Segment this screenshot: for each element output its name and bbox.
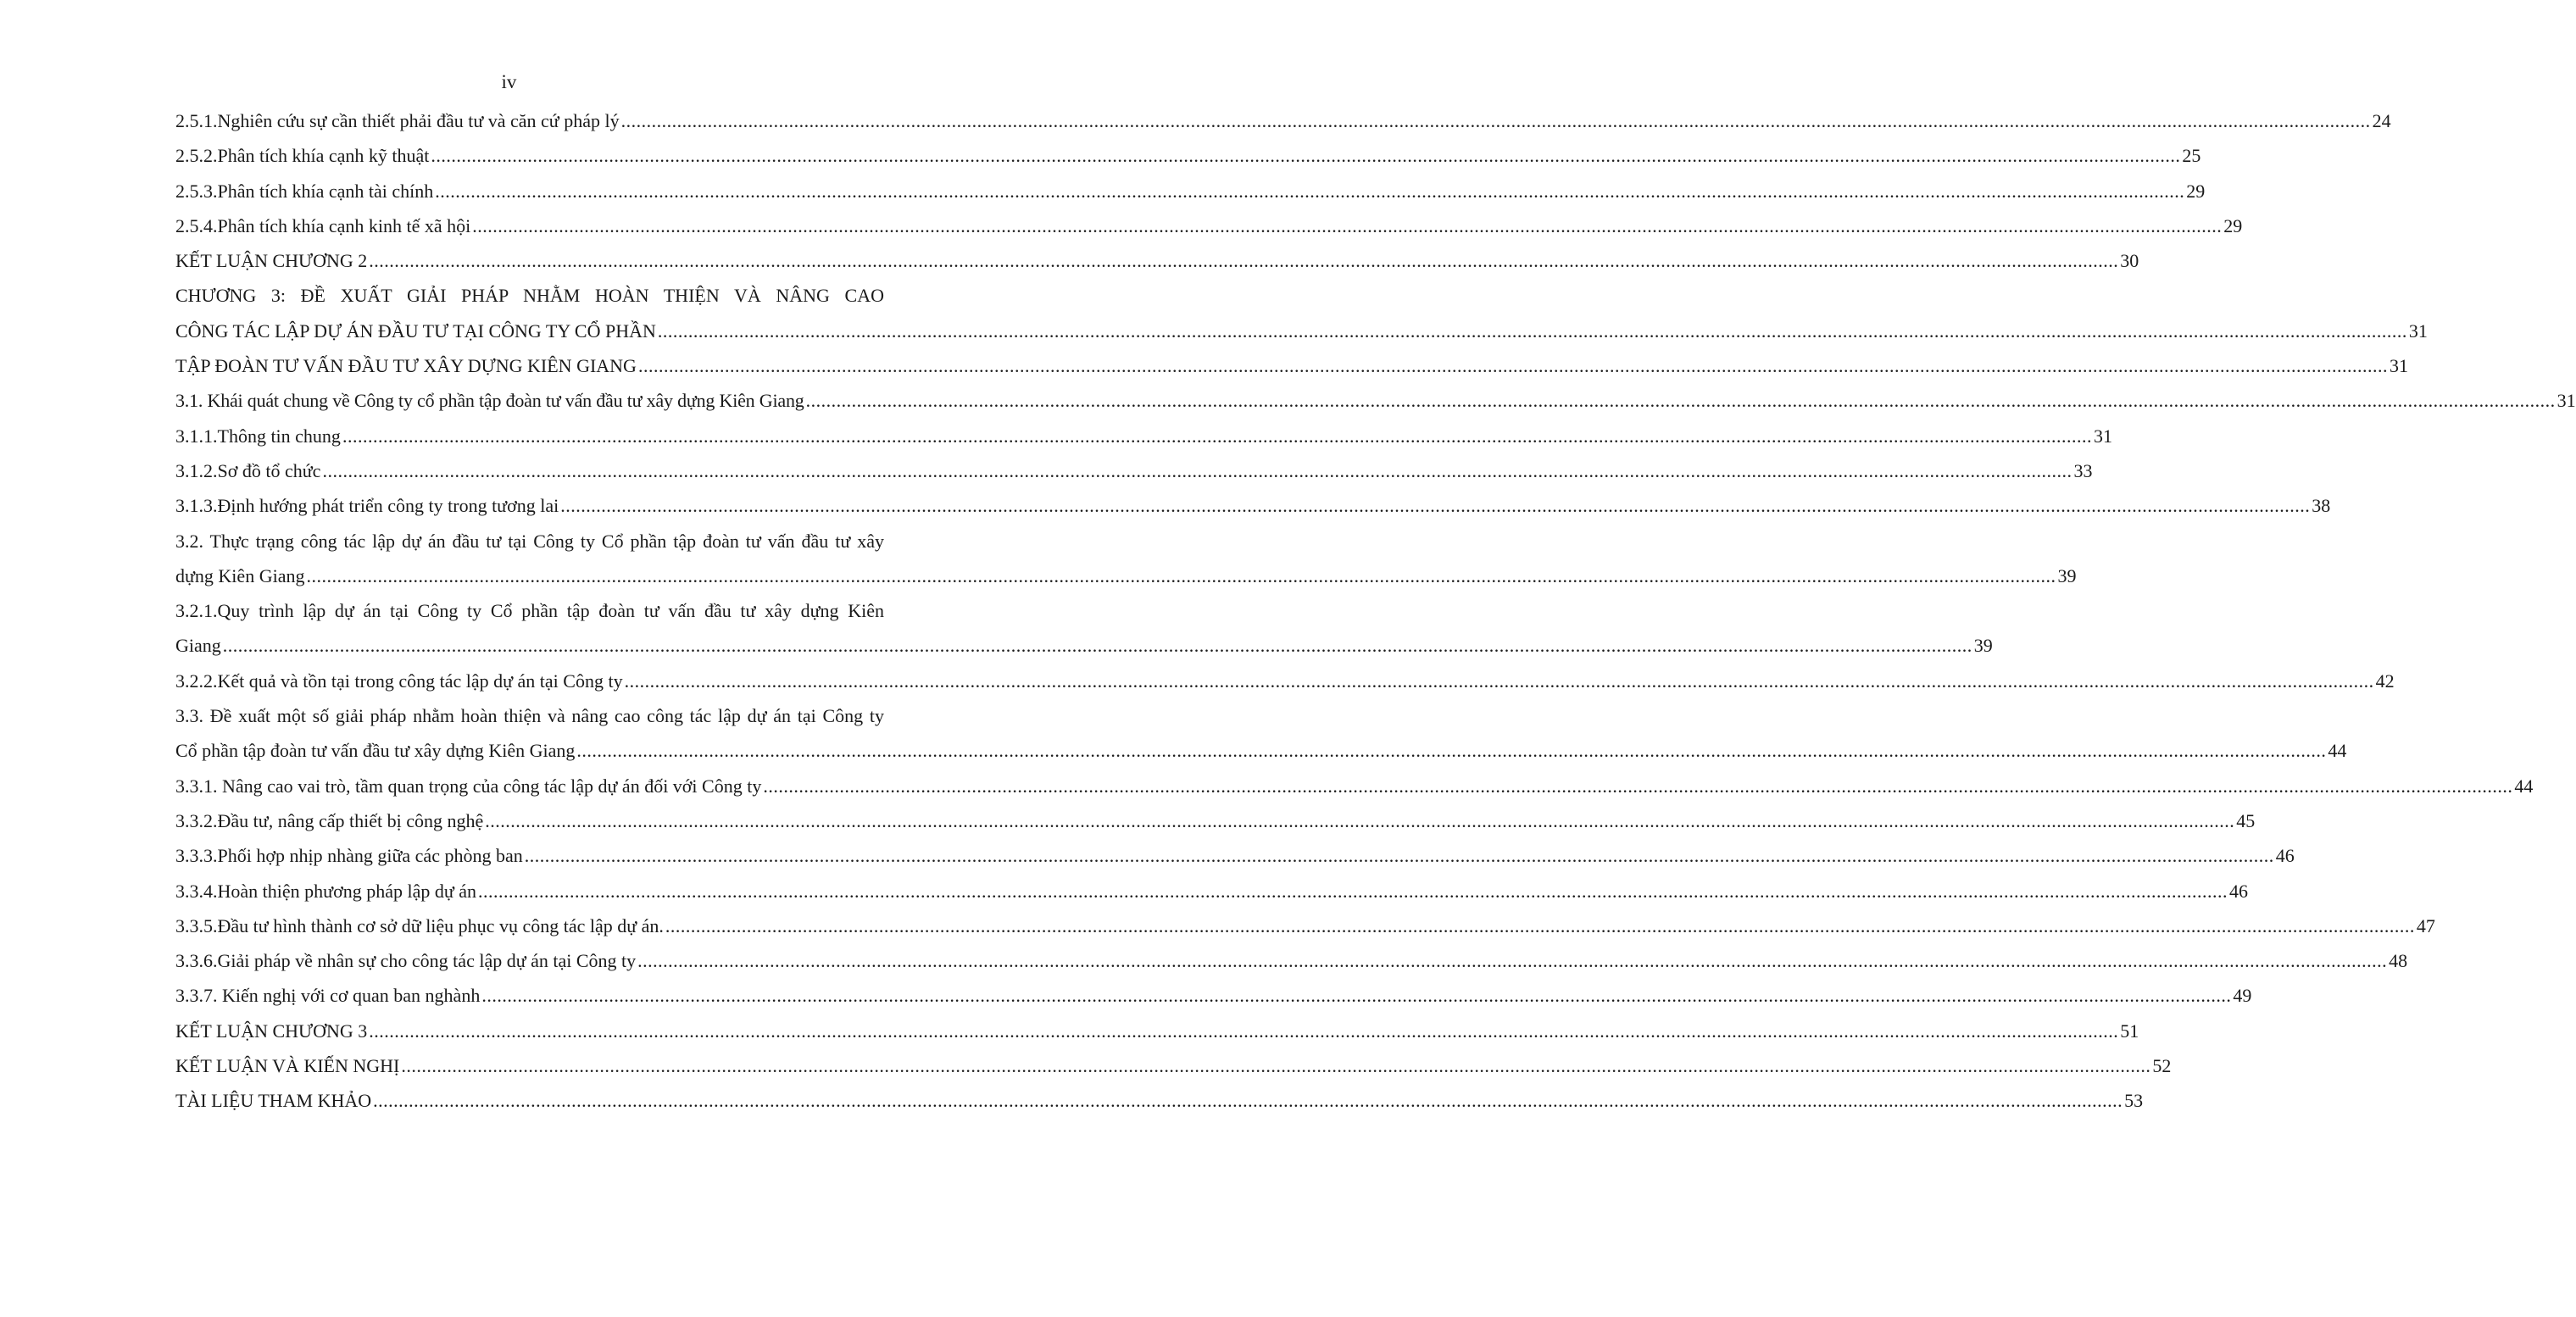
toc-entry-continued[interactable]: 3.2.1.Quy trình lập dự án tại Công ty Cổ phần tập đoàn tư vấn đầu tư xây dựng Kiên bbox=[175, 600, 884, 622]
toc-entry[interactable] bbox=[175, 174, 2206, 208]
toc-entry-page: 44 bbox=[2514, 775, 2534, 797]
toc-entry-title: 2.5.4.Phân tích khía cạnh kinh tế xã hội bbox=[175, 214, 471, 236]
toc-entry-title: CÔNG TÁC LẬP DỰ ÁN ĐẦU TƯ TẠI CÔNG TY CỔ PHẦN bbox=[175, 320, 656, 342]
toc-entry[interactable] bbox=[175, 1083, 2144, 1118]
table-of-contents bbox=[175, 103, 2576, 1119]
toc-entry-title: 3.1.1.Thông tin chung bbox=[175, 425, 341, 447]
toc-entry-title: 2.5.1.Nghiên cứu sự cần thiết phải đầu tư và căn cứ pháp lý bbox=[175, 110, 620, 131]
toc-entry-page: 51 bbox=[2120, 1020, 2139, 1042]
toc-entry[interactable] bbox=[175, 488, 2331, 523]
toc-entry[interactable] bbox=[175, 1014, 2139, 1048]
toc-entry-title: Cổ phần tập đoàn tư vấn đầu tư xây dựng Kiên Giang bbox=[175, 740, 576, 762]
toc-entry[interactable] bbox=[175, 138, 2201, 173]
toc-entry-title: KẾT LUẬN CHƯƠNG 3 bbox=[175, 1020, 368, 1042]
toc-entry-title: 3.3.1. Nâng cao vai trò, tầm quan trọng của công tác lập dự án đối với Công ty bbox=[175, 775, 762, 797]
toc-entry[interactable] bbox=[175, 909, 2435, 943]
toc-entry-title: 3.1.3.Định hướng phát triển công ty trong tương lai bbox=[175, 495, 559, 517]
toc-entry[interactable] bbox=[175, 838, 2295, 873]
toc-entry-title: Giang bbox=[175, 635, 221, 657]
toc-entry-title: 2.5.3.Phân tích khía cạnh tài chính bbox=[175, 180, 434, 202]
toc-leader-dots bbox=[322, 453, 2072, 488]
toc-entry-title: TÀI LIỆU THAM KHẢO bbox=[175, 1090, 372, 1112]
toc-leader-dots bbox=[369, 243, 2118, 278]
toc-entry[interactable] bbox=[175, 664, 2395, 698]
toc-entry[interactable] bbox=[175, 874, 2249, 909]
toc-leader-dots bbox=[525, 838, 2274, 873]
toc-entry-page: 49 bbox=[2233, 985, 2252, 1007]
toc-entry-title: TẬP ĐOÀN TƯ VẤN ĐẦU TƯ XÂY DỰNG KIÊN GIANG bbox=[175, 355, 637, 377]
toc-leader-dots bbox=[478, 874, 2228, 909]
toc-entry[interactable] bbox=[175, 103, 2391, 138]
toc-entry[interactable] bbox=[175, 733, 2347, 768]
toc-entry-page: 46 bbox=[2229, 880, 2249, 902]
toc-entry[interactable] bbox=[175, 453, 2093, 488]
toc-entry-title: 3.1.2.Sơ đồ tổ chức bbox=[175, 459, 321, 481]
toc-entry[interactable] bbox=[175, 558, 2077, 593]
toc-entry[interactable] bbox=[175, 419, 2112, 453]
toc-leader-dots bbox=[306, 558, 2056, 593]
toc-leader-dots bbox=[637, 943, 2387, 978]
toc-entry[interactable] bbox=[175, 314, 2428, 348]
toc-entry-page: 44 bbox=[2328, 740, 2347, 762]
toc-entry-title: 3.2.2.Kết quả và tồn tại trong công tác lập dự án tại Công ty bbox=[175, 670, 623, 692]
toc-entry-title: KẾT LUẬN VÀ KIẾN NGHỊ bbox=[175, 1055, 400, 1077]
toc-leader-dots bbox=[806, 383, 2556, 418]
toc-leader-dots bbox=[638, 348, 2388, 383]
toc-entry-continued[interactable]: 3.2. Thực trạng công tác lập dự án đầu tư tại Công ty Cổ phần tập đoàn tư vấn đầu tư xây bbox=[175, 530, 884, 552]
toc-entry[interactable] bbox=[175, 769, 2534, 803]
toc-leader-dots bbox=[431, 138, 2180, 173]
toc-leader-dots bbox=[481, 978, 2231, 1013]
toc-entry-page: 52 bbox=[2152, 1055, 2172, 1077]
toc-entry[interactable] bbox=[175, 943, 2408, 978]
toc-entry-page: 29 bbox=[2223, 214, 2243, 236]
toc-entry-title: 3.3.7. Kiến nghị với cơ quan ban nghành bbox=[175, 985, 481, 1007]
toc-entry-page: 31 bbox=[2389, 355, 2408, 377]
toc-entry-title: 3.3.2.Đầu tư, nâng cấp thiết bị công nghệ bbox=[175, 809, 484, 831]
toc-leader-dots bbox=[560, 488, 2310, 523]
toc-entry-page: 33 bbox=[2073, 459, 2093, 481]
toc-entry-page: 42 bbox=[2375, 670, 2395, 692]
toc-leader-dots bbox=[401, 1048, 2150, 1083]
toc-entry-page: 29 bbox=[2186, 180, 2206, 202]
toc-entry-page: 39 bbox=[1973, 635, 1993, 657]
toc-entry[interactable] bbox=[175, 978, 2252, 1013]
toc-entry-page: 38 bbox=[2312, 495, 2331, 517]
toc-leader-dots bbox=[658, 314, 2407, 348]
toc-entry-page: 31 bbox=[2408, 320, 2428, 342]
page-number: iv bbox=[501, 71, 517, 92]
toc-leader-dots bbox=[576, 733, 2326, 768]
toc-entry-page: 31 bbox=[2093, 425, 2112, 447]
toc-entry[interactable] bbox=[175, 383, 2576, 418]
toc-entry-title: KẾT LUẬN CHƯƠNG 2 bbox=[175, 250, 368, 272]
toc-leader-dots bbox=[763, 769, 2512, 803]
toc-leader-dots bbox=[485, 803, 2234, 838]
toc-entry-continued[interactable]: CHƯƠNG 3: ĐỀ XUẤT GIẢI PHÁP NHẰM HOÀN THIỆN VÀ NÂNG CAO bbox=[175, 285, 884, 307]
toc-entry-title: 3.3.4.Hoàn thiện phương pháp lập dự án bbox=[175, 880, 477, 902]
toc-entry-title: 3.3.3.Phối hợp nhịp nhàng giữa các phòng ban bbox=[175, 845, 523, 867]
toc-entry-page: 45 bbox=[2236, 809, 2256, 831]
toc-entry-title: 2.5.2.Phân tích khía cạnh kỹ thuật bbox=[175, 145, 430, 167]
toc-leader-dots bbox=[369, 1014, 2118, 1048]
toc-entry-page: 53 bbox=[2124, 1090, 2144, 1112]
toc-entry-page: 31 bbox=[2557, 390, 2576, 412]
toc-leader-dots bbox=[342, 419, 2092, 453]
toc-leader-dots bbox=[435, 174, 2184, 208]
toc-entry[interactable] bbox=[175, 208, 2243, 243]
toc-entry-title: 3.1. Khái quát chung về Công ty cổ phần tập đoàn tư vấn đầu tư xây dựng Kiên Giang bbox=[175, 390, 804, 412]
toc-entry[interactable] bbox=[175, 243, 2139, 278]
toc-entry[interactable] bbox=[175, 1048, 2172, 1083]
toc-entry-page: 47 bbox=[2416, 914, 2435, 936]
toc-leader-dots bbox=[665, 909, 2415, 943]
toc-entry[interactable] bbox=[175, 348, 2408, 383]
toc-entry-page: 30 bbox=[2120, 250, 2139, 272]
toc-entry-title: 3.3.6.Giải pháp về nhân sự cho công tác lập dự án tại Công ty bbox=[175, 950, 637, 972]
toc-leader-dots bbox=[373, 1083, 2123, 1118]
toc-entry-page: 46 bbox=[2275, 845, 2295, 867]
toc-entry-page: 39 bbox=[2057, 564, 2077, 586]
toc-entry-continued[interactable]: 3.3. Đề xuất một số giải pháp nhằm hoàn thiện và nâng cao công tác lập dự án tại Công ty bbox=[175, 705, 884, 727]
toc-entry-page: 48 bbox=[2389, 950, 2408, 972]
toc-entry-title: 3.3.5.Đầu tư hình thành cơ sở dữ liệu phục vụ công tác lập dự án. bbox=[175, 914, 664, 936]
toc-entry-page: 25 bbox=[2182, 145, 2201, 167]
toc-leader-dots bbox=[472, 208, 2222, 243]
toc-entry[interactable] bbox=[175, 803, 2256, 838]
toc-entry[interactable] bbox=[175, 628, 1993, 663]
toc-leader-dots bbox=[621, 103, 2371, 138]
toc-entry-title: dựng Kiên Giang bbox=[175, 564, 305, 586]
toc-entry-page: 24 bbox=[2372, 110, 2391, 131]
toc-leader-dots bbox=[625, 664, 2374, 698]
toc-leader-dots bbox=[223, 628, 1972, 663]
